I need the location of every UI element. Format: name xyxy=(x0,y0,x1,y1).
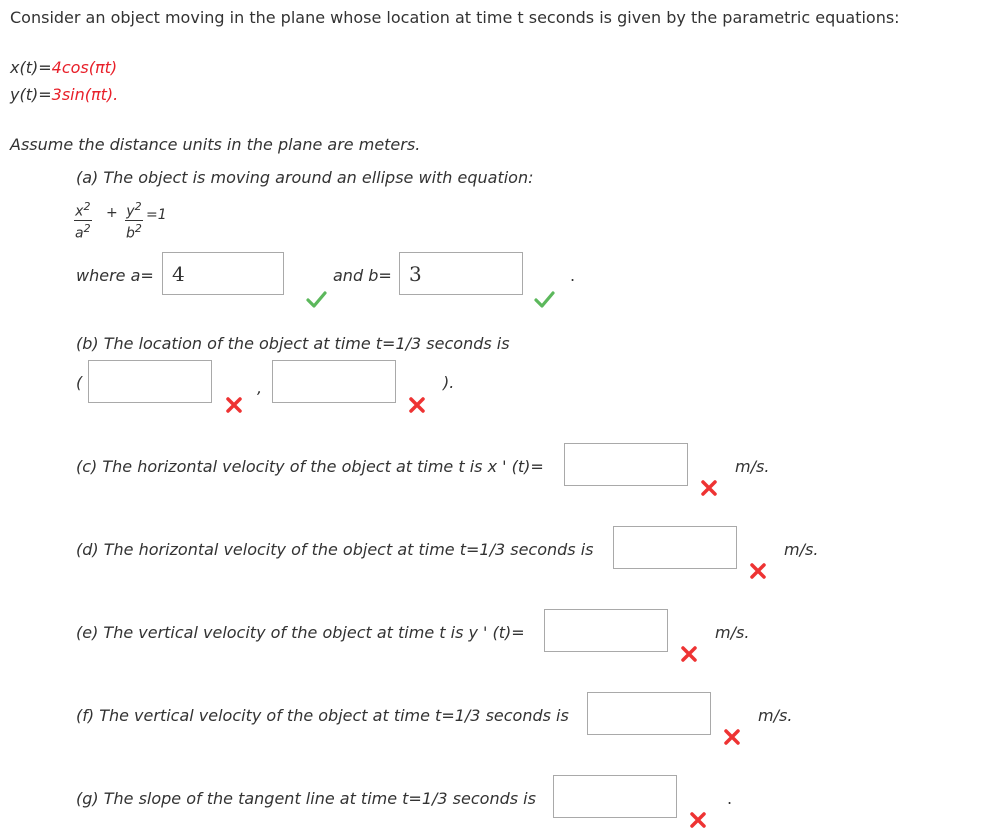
open-paren: ( xyxy=(76,373,83,392)
a-input[interactable] xyxy=(162,252,284,295)
part-d-label: (d) The horizontal velocity of the object at time t=1/3 seconds is xyxy=(76,540,594,559)
fraction-x: $\frac{x^2}{a^2}$ xyxy=(75,200,91,242)
check-icon xyxy=(533,288,555,310)
comma: , xyxy=(257,378,263,397)
b-input[interactable] xyxy=(399,252,523,295)
part-e-label: (e) The vertical velocity of the object at time t is y ' (t)= xyxy=(76,623,525,642)
part-f-unit: m/s. xyxy=(758,706,793,725)
part-d-unit: m/s. xyxy=(784,540,819,559)
units-note: Assume the distance units in the plane are meters. xyxy=(10,135,421,154)
part-a-end: . xyxy=(570,266,576,285)
equation-x: x(t)=4cos(πt) xyxy=(10,58,118,77)
cross-icon xyxy=(678,643,700,665)
equation-y: y(t)=3sin(πt). xyxy=(10,85,119,104)
and-b-label: and b= xyxy=(333,266,392,285)
part-c-label: (c) The horizontal velocity of the object at time t is x ' (t)= xyxy=(76,457,544,476)
part-c-unit: m/s. xyxy=(735,457,770,476)
equation-y-rhs: 3sin(πt). xyxy=(51,85,119,104)
part-g-end: . xyxy=(727,789,733,808)
equation-x-rhs: 4cos(πt) xyxy=(51,58,118,77)
location-y-input[interactable] xyxy=(272,360,396,403)
cross-icon xyxy=(406,394,428,416)
horizontal-velocity-at-t-input[interactable] xyxy=(613,526,737,569)
vertical-velocity-input[interactable] xyxy=(544,609,668,652)
cross-icon xyxy=(223,394,245,416)
vertical-velocity-at-t-input[interactable] xyxy=(587,692,711,735)
part-f-label: (f) The vertical velocity of the object at time t=1/3 seconds is xyxy=(76,706,569,725)
close-paren: ). xyxy=(443,373,455,392)
problem-intro: Consider an object moving in the plane whose location at time t seconds is given by the parametric equations: xyxy=(10,8,900,27)
tangent-slope-input[interactable] xyxy=(553,775,677,818)
check-icon xyxy=(305,288,327,310)
horizontal-velocity-input[interactable] xyxy=(564,443,688,486)
part-g-label: (g) The slope of the tangent line at time t=1/3 seconds is xyxy=(76,789,536,808)
cross-icon xyxy=(721,726,743,748)
cross-icon xyxy=(698,477,720,499)
location-x-input[interactable] xyxy=(88,360,212,403)
cross-icon xyxy=(747,560,769,582)
part-a-label: (a) The object is moving around an ellipse with equation: xyxy=(76,168,534,187)
cross-icon xyxy=(687,809,709,831)
fraction-y: $\frac{y^2}{b^2}$ xyxy=(126,200,142,242)
part-e-unit: m/s. xyxy=(715,623,750,642)
part-b-label: (b) The location of the object at time t=1/3 seconds is xyxy=(76,334,510,353)
where-a-label: where a= xyxy=(76,266,154,285)
